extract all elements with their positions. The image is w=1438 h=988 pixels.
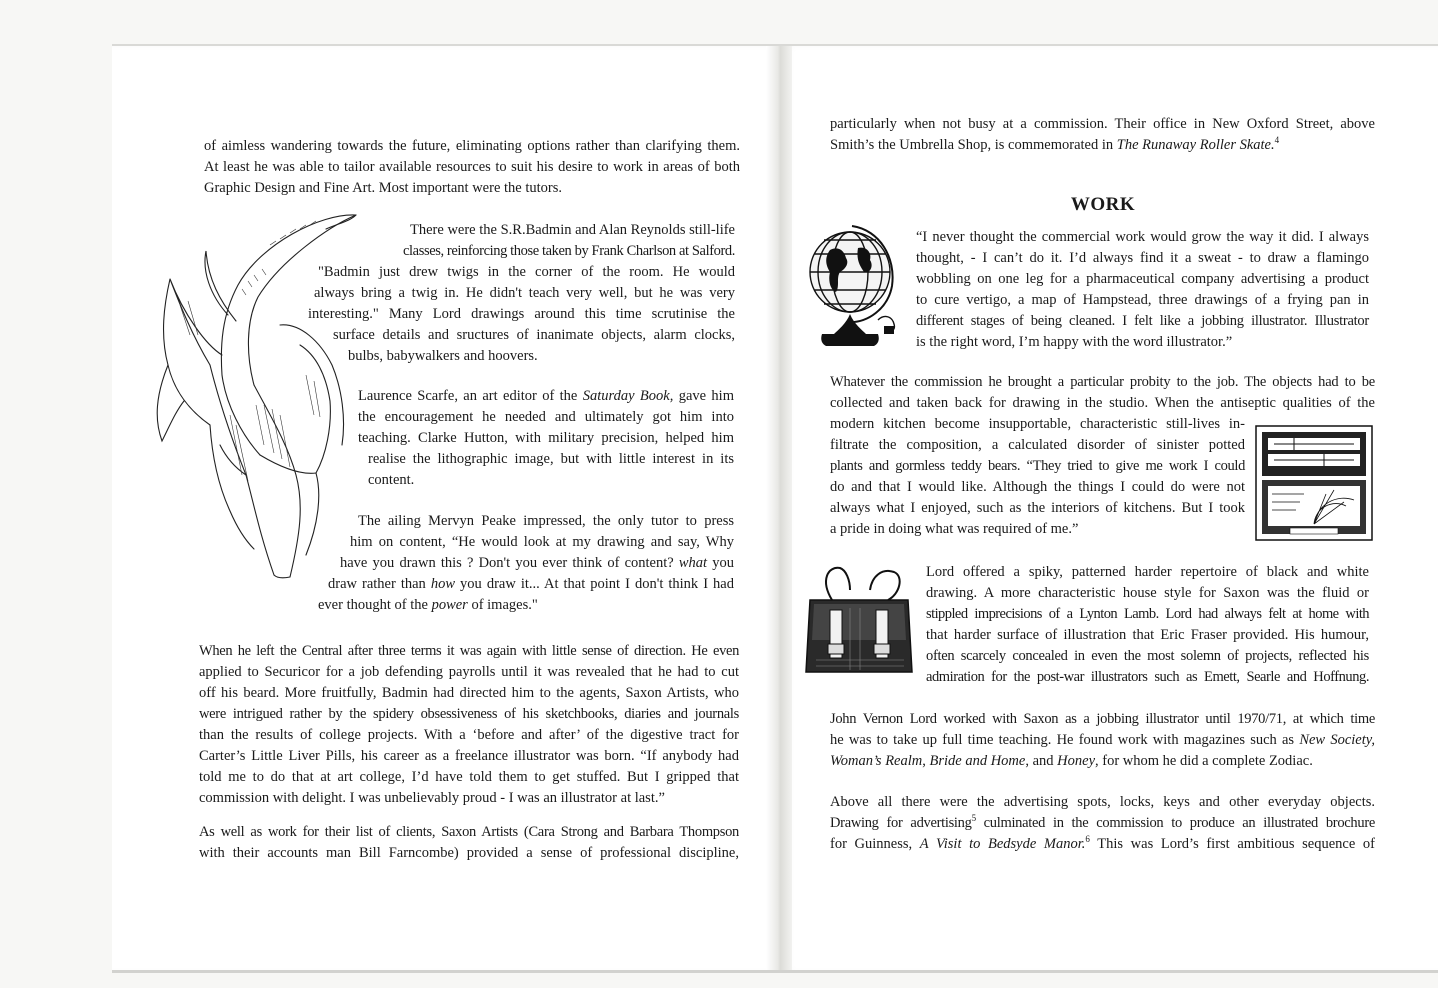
globe-drawing: [800, 220, 906, 348]
page-edge-bottom: [112, 970, 1438, 973]
text-run: draw rather than: [328, 576, 431, 592]
text-line: bulbs, babywalkers and hoovers.: [348, 348, 538, 364]
text-line: the encouragement he needed and ultimately got him into: [358, 409, 734, 425]
text-run: , for whom he did a complete Zodiac.: [1095, 753, 1313, 769]
magazine-title: New Society,: [1299, 732, 1376, 748]
satchel-drawing: [800, 560, 918, 680]
text-line: told me to do that at art college, I’d have told them to get stuffed. But I gripped that: [199, 769, 739, 785]
text-line: Carter’s Little Liver Pills, his career as a freelance illustrator was born. “If anybody had: [199, 748, 739, 764]
text-run: ,: [922, 753, 930, 769]
text-line: applied to Securicor for a job defending payrolls until it was revealed that he had to cut: [199, 664, 739, 680]
text-run: he was to take up full time teaching. He found work with magazines such as: [830, 732, 1300, 748]
text-line: teaching. Clarke Hutton, with military precision, helped him: [358, 430, 734, 446]
left-paragraph-5: [199, 641, 739, 809]
left-paragraph-3: [358, 386, 734, 449]
text-line: realise the lithographic image, but with little interest in its: [368, 451, 734, 467]
text-line: Graphic Design and Fine Art. Most important were the tutors.: [204, 180, 563, 196]
text-run: Drawing for advertising: [830, 815, 972, 831]
magazine-title: Honey: [1057, 753, 1095, 769]
left-paragraph-6: [199, 822, 739, 864]
open-case-drawing: [1254, 424, 1374, 542]
text-line: off his beard. More fruitfully, Badmin had directed him to the agents, Saxon Artists, who: [199, 685, 739, 701]
text-line: with their accounts man Bill Farncombe) provided a sense of professional discipline,: [199, 845, 739, 861]
footnote-ref: 5: [971, 813, 976, 824]
text-run: Laurence Scarfe, an art editor of the: [358, 388, 583, 404]
left-paragraph-2c: [308, 304, 735, 325]
text-line: filtrate the composition, a calculated disorder of sinister potted: [830, 437, 1245, 453]
left-paragraph-4d: [328, 574, 734, 595]
right-paragraph-2-wrap: [830, 414, 1245, 540]
footnote-ref: 6: [1085, 834, 1090, 845]
emphasis: what: [678, 555, 708, 571]
section-heading: WORK: [1070, 194, 1136, 215]
text-run: gave him: [673, 388, 734, 404]
text-line: Whatever the commission he brought a particular probity to the job. The objects had to be: [830, 374, 1375, 390]
right-paragraph-5: [830, 792, 1375, 855]
text-line: content.: [368, 472, 415, 488]
text-line: modern kitchen become insupportable, characteristic still-lives in-: [830, 416, 1245, 432]
text-line: that harder surface of illustration that Eric Fraser provided. His humour,: [926, 627, 1369, 643]
text-run: of images.": [467, 597, 538, 613]
text-line: drawing. A more characteristic house style for Saxon was the fluid or: [926, 585, 1369, 601]
text-line: than the results of college projects. With a ‘before and after’ of the digestive tract for: [199, 727, 739, 743]
right-paragraph-4: [830, 709, 1375, 772]
text-line: commission with delight. I was unbelievably proud - I was an illustrator at last.”: [199, 790, 665, 806]
text-run: you draw it... At that point I don't think I had: [455, 576, 734, 592]
right-paragraph-1: [830, 114, 1375, 156]
text-line: “I never thought the commercial work would grow the way it did. I always: [916, 229, 1369, 245]
text-line: John Vernon Lord worked with Saxon as a jobbing illustrator until 1970/71, at which time: [830, 711, 1375, 727]
text-run: This was Lord’s first ambitious sequence of: [1089, 836, 1375, 852]
text-run: culminated in the commission to produce an illustrated brochure: [975, 815, 1375, 831]
text-run: ever thought of the: [318, 597, 432, 613]
left-paragraph-2: [318, 220, 735, 283]
text-line: Lord offered a spiky, patterned harder repertoire of black and white: [926, 564, 1369, 580]
left-paragraph-4e: [318, 595, 718, 616]
left-paragraph-3b: [368, 449, 734, 491]
text-line: him on content, “He would look at my drawing and say, Why: [350, 534, 734, 550]
text-line: of aimless wandering towards the future, eliminating options rather than clarifying them.: [204, 138, 740, 154]
right-paragraph-2: [830, 372, 1375, 414]
text-line: There were the S.R.Badmin and Alan Reynolds still-life: [410, 222, 735, 238]
text-line: always bring a twig in. He didn't teach very well, but he was very: [314, 285, 735, 301]
text-line: stippled imprecisions of a Lynton Lamb. Lord had always felt at home with: [926, 606, 1369, 622]
work-quote: [916, 227, 1369, 353]
text-line: particularly when not busy at a commission. Their office in New Oxford Street, above: [830, 116, 1375, 132]
text-line: admiration for the post-war illustrators such as Emett, Searle and Hoffnung.: [926, 669, 1369, 685]
text-line: always what I enjoyed, such as the interiors of kitchens. But I took: [830, 500, 1245, 516]
text-line: a pride in doing what was required of me.”: [830, 521, 1079, 537]
text-run: , and: [1025, 753, 1058, 769]
left-paragraph-2d: [333, 325, 735, 346]
magazine-title: Bride and Home: [929, 753, 1026, 769]
text-line: surface details and sructures of inanimate objects, alarm clocks,: [333, 327, 735, 343]
footnote-ref: 4: [1274, 135, 1280, 146]
text-run: for Guinness,: [830, 836, 920, 852]
text-line: The ailing Mervyn Peake impressed, the only tutor to press: [358, 513, 734, 529]
left-paragraph-4c: [340, 553, 734, 574]
book-gutter: [766, 46, 792, 972]
text-line: thought, - I can’t do it. I’d always find it a sweat - to draw a flamingo: [916, 250, 1369, 266]
text-line: As well as work for their list of clients, Saxon Artists (Cara Strong and Barbara Thompson: [199, 824, 739, 840]
text-line: classes, reinforcing those taken by Frank Charlson at Salford.: [403, 243, 735, 259]
left-paragraph-4b: [350, 532, 734, 553]
text-line: wobbling on one leg for a pharmaceutical company advertising a product: [916, 271, 1369, 287]
text-line: When he left the Central after three terms it was again with little sense of direction. He even: [199, 643, 739, 659]
book-title: A Visit to Bedsyde Manor.: [919, 836, 1086, 852]
left-paragraph-2b: [314, 283, 735, 304]
text-line: "Badmin just drew twigs in the corner of the room. He would: [318, 264, 735, 280]
text-line: interesting." Many Lord drawings around this time scrutinise the: [308, 306, 735, 322]
magazine-title: Woman’s Realm: [830, 753, 923, 769]
left-paragraph-2e: [348, 346, 648, 367]
emphasis: power: [431, 597, 468, 613]
left-paragraph-4: [358, 511, 734, 532]
left-paragraph-1: [204, 136, 740, 199]
emphasis: how: [430, 576, 456, 592]
text-line: were intrigued rather by the spidery obsessiveness of his sketchbooks, diaries and journals: [199, 706, 739, 722]
text-run: have you drawn this ? Don't you ever think of content?: [340, 555, 679, 571]
text-line: is the right word, I’m happy with the word illustrator.”: [916, 334, 1233, 350]
text-line: At least he was able to tailor available resources to suit his desire to work in areas of both: [204, 159, 740, 175]
text-line: Above all there were the advertising spots, locks, keys and other everyday objects.: [830, 794, 1375, 810]
text-line: often scarcely concealed in even the most solemn of projects, reflected his: [926, 648, 1369, 664]
right-paragraph-3: [926, 562, 1369, 688]
text-line: plants and gormless teddy bears. “They tried to give me work I could: [830, 458, 1245, 474]
text-line: different stages of being cleaned. I felt like a jobbing illustrator. Illustrator: [916, 313, 1369, 329]
text-run: Smith’s the Umbrella Shop, is commemorated in: [830, 137, 1117, 153]
text-line: collected and taken back for drawing in the studio. When the antiseptic qualities of the: [830, 395, 1375, 411]
book-title: Saturday Book,: [582, 388, 674, 404]
text-line: do and that I would like. Although the things I could do were not: [830, 479, 1245, 495]
book-title: The Runaway Roller Skate.: [1116, 137, 1275, 153]
text-run: you: [707, 555, 735, 571]
text-line: to cure vertigo, a map of Hampstead, three drawings of a frying pan in: [916, 292, 1369, 308]
